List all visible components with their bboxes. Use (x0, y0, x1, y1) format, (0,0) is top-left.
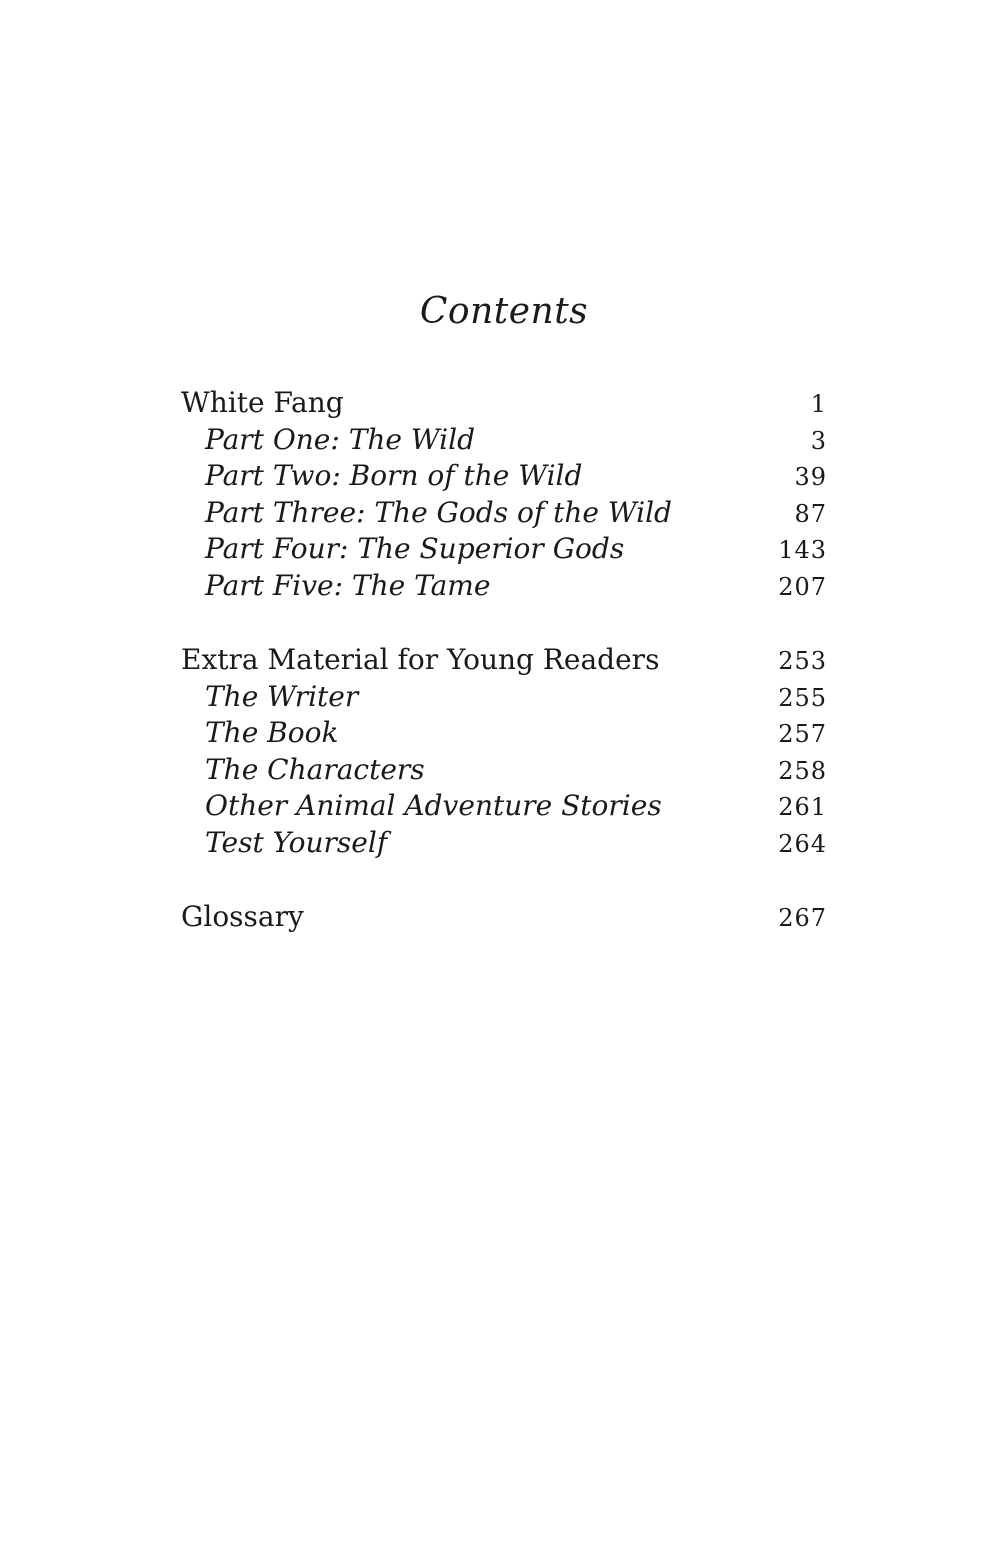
toc-entry-page: 1 (810, 390, 827, 418)
toc-subentry[interactable] (181, 495, 827, 532)
toc-subentry-page: 257 (778, 720, 827, 748)
toc-subentry-label: The Book (205, 716, 339, 749)
toc-entry-label: Glossary (181, 900, 304, 933)
toc-subentry-label: Part One: The Wild (205, 422, 476, 456)
toc-subentry-label: The Characters (205, 752, 425, 786)
toc-subentry-page: 39 (794, 463, 827, 491)
toc-subentry-label: Part Three: The Gods of the Wild (205, 495, 672, 529)
toc-subentry-label: Test Yourself (205, 825, 388, 859)
toc-subentry-label: The Writer (205, 679, 359, 713)
toc-entry-page: 253 (778, 647, 827, 675)
toc-section-glossary (181, 899, 827, 936)
page-title: Contents (419, 291, 589, 332)
toc-subentry[interactable] (181, 752, 827, 789)
toc-entry[interactable] (181, 642, 827, 679)
toc-entry-label: Extra Material for Young Readers (181, 643, 660, 676)
toc-subentry[interactable] (181, 679, 827, 716)
toc-subentry-label: Other Animal Adventure Stories (205, 789, 662, 822)
toc-entry-page: 267 (778, 904, 827, 932)
toc-subentry[interactable] (181, 715, 827, 752)
table-of-contents (181, 385, 827, 974)
toc-subentry-label: Part Five: The Tame (205, 568, 491, 602)
toc-section-extra-material (181, 642, 827, 861)
toc-subentry-page: 207 (778, 572, 827, 601)
toc-subentry[interactable] (181, 825, 827, 862)
toc-entry-label: White Fang (181, 386, 344, 419)
toc-subentry-page: 255 (778, 683, 827, 712)
toc-section-white-fang (181, 385, 827, 604)
toc-subentry[interactable] (181, 531, 827, 568)
toc-subentry-page: 143 (778, 536, 827, 564)
toc-subentry-page: 264 (778, 829, 827, 858)
toc-subentry-label: Part Four: The Superior Gods (205, 532, 625, 565)
toc-subentry-page: 3 (810, 426, 827, 455)
toc-entry[interactable] (181, 899, 827, 936)
toc-subentry[interactable] (181, 788, 827, 825)
toc-entry[interactable] (181, 385, 827, 422)
toc-subentry-page: 258 (778, 756, 827, 785)
toc-subentry[interactable] (181, 458, 827, 495)
toc-subentry-page: 87 (794, 499, 827, 528)
toc-subentry-label: Part Two: Born of the Wild (205, 459, 583, 492)
toc-subentry-page: 261 (778, 793, 827, 821)
toc-subentry[interactable] (181, 422, 827, 459)
toc-subentry[interactable] (181, 568, 827, 605)
